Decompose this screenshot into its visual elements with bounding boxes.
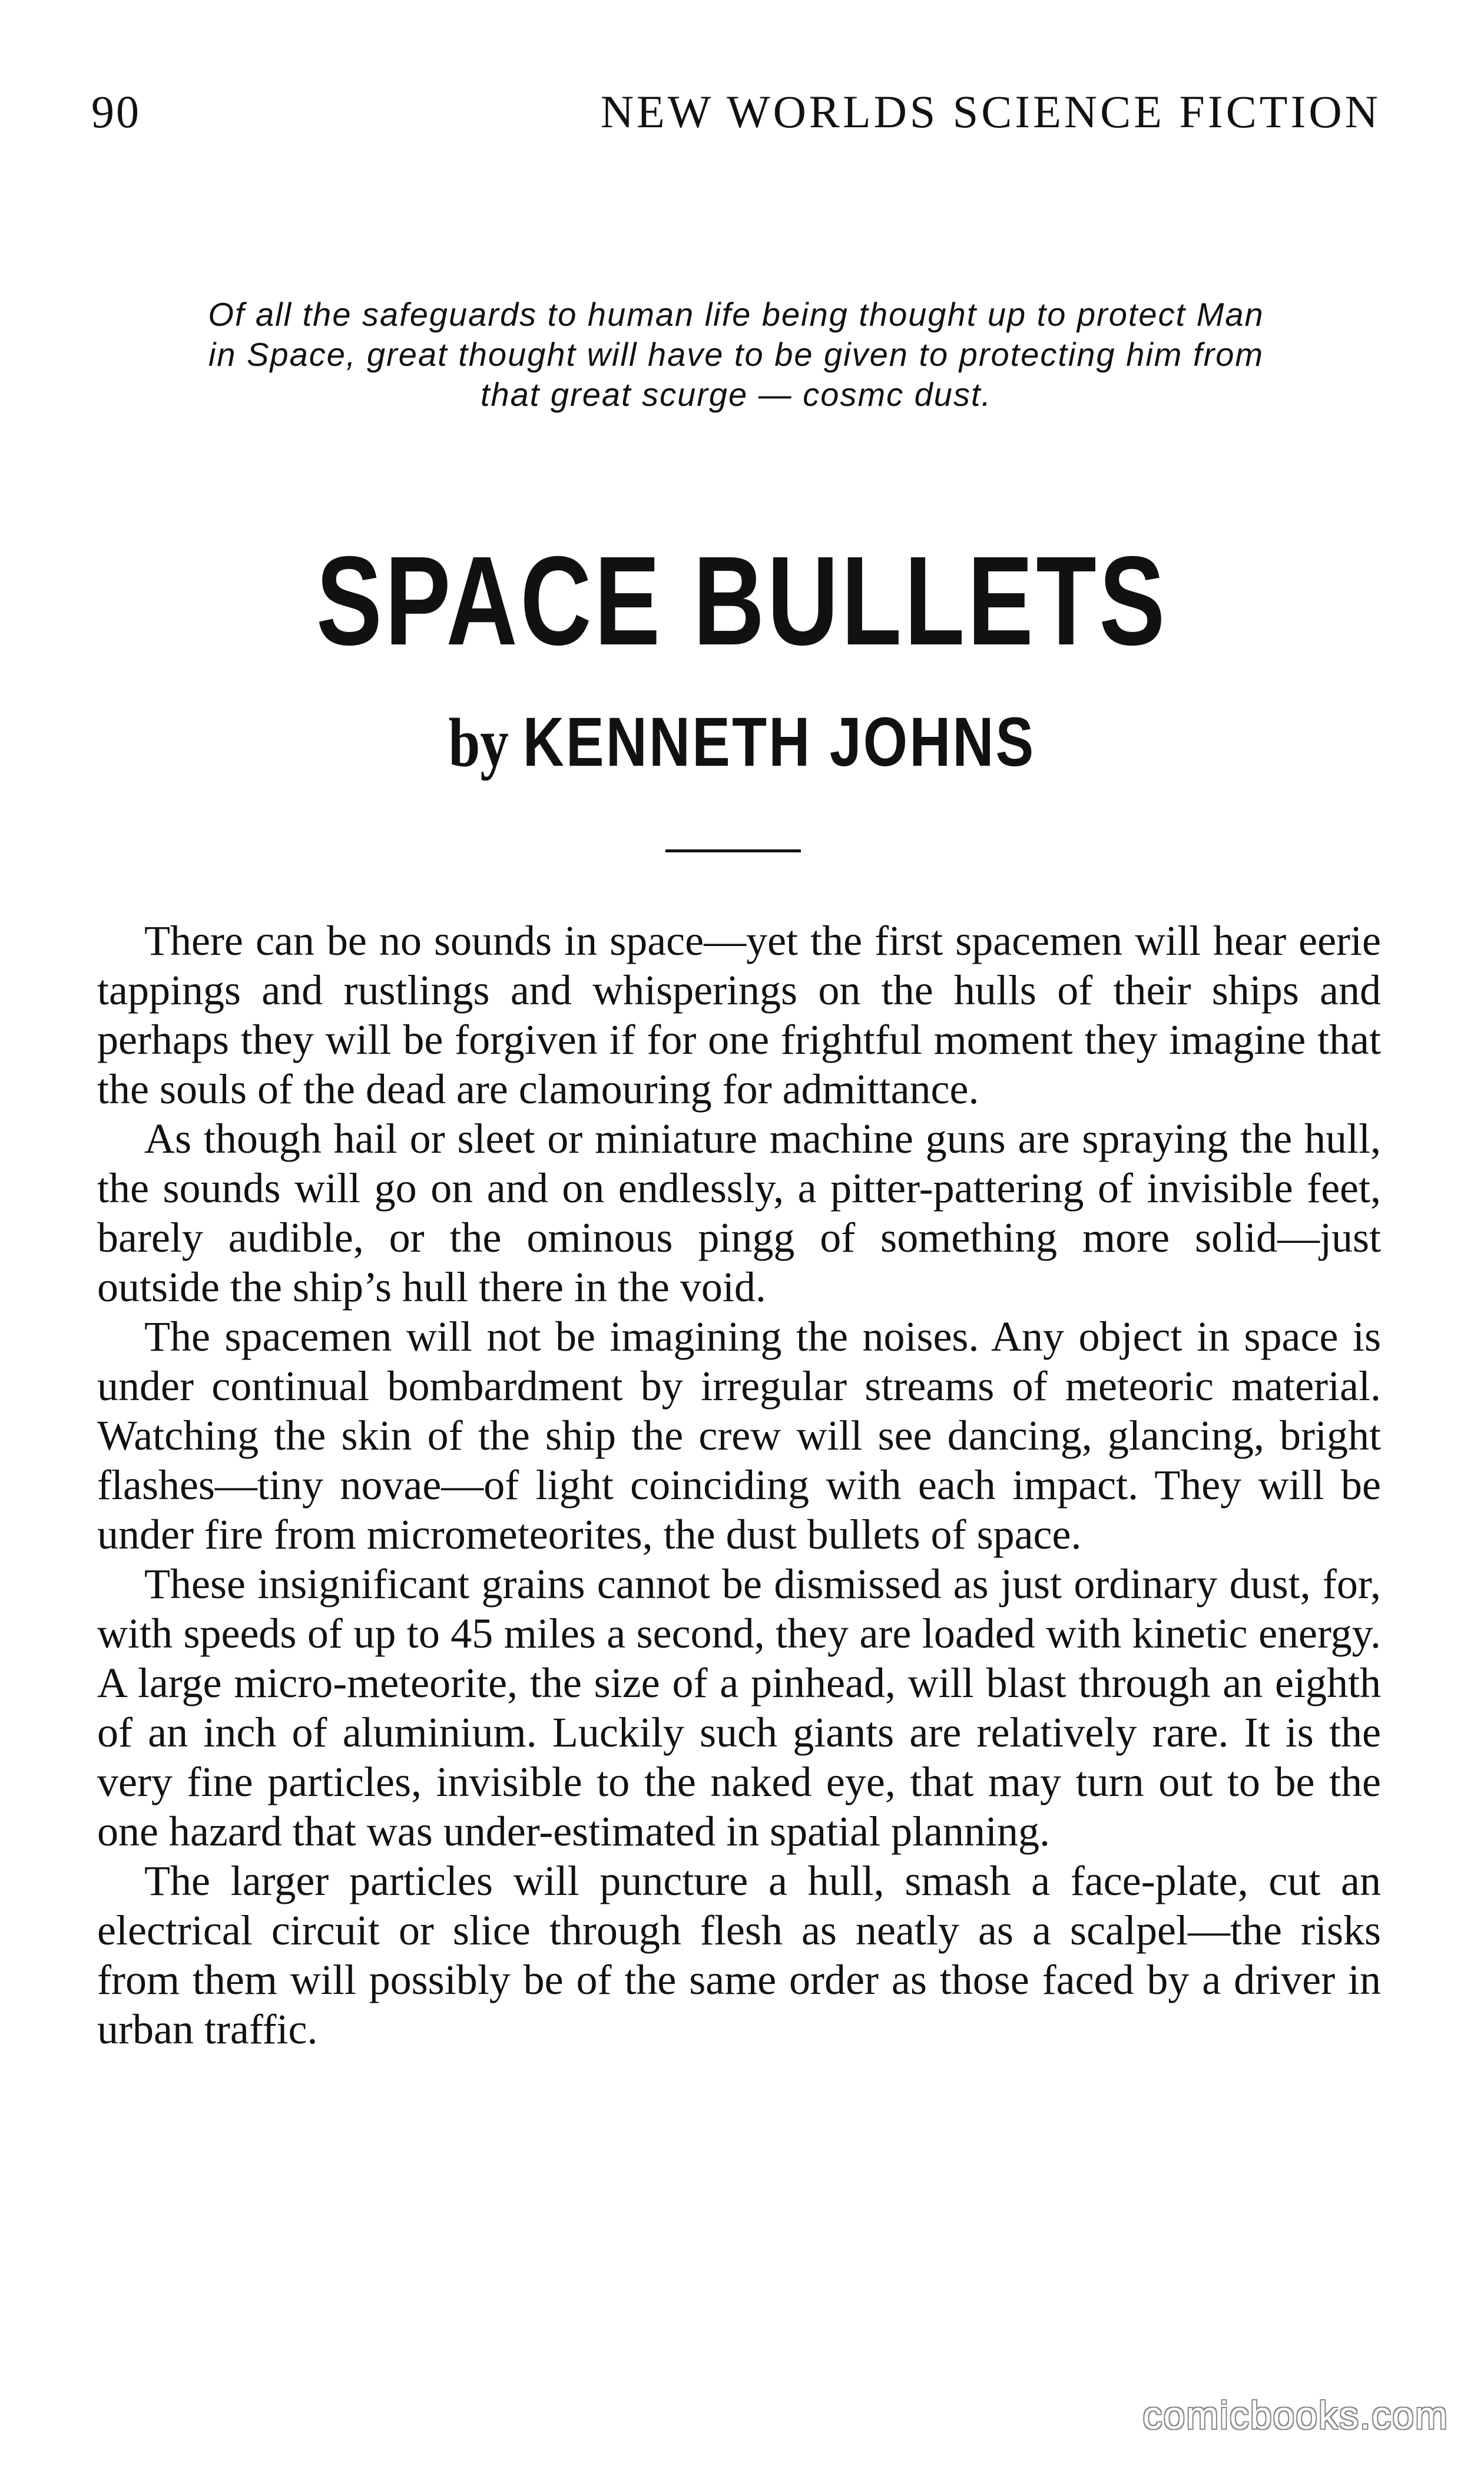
article-body [97,916,1381,2054]
byline-by: by [448,704,509,781]
author-name: KENNETH JOHNS [522,703,1036,781]
byline [134,701,1350,784]
running-head [91,82,1381,141]
magazine-title: NEW WORLDS SCIENCE FICTION [600,86,1381,137]
paragraph-3: The spacemen will not be imagining the noises. Any object in space is under continual bombardment by irregular streams of meteoric material. Watching the skin of the ship the crew will see dancing, glancing, bright flashes—tiny novae—of light coinciding with each impact. They will be under fire from micrometeorites, the dust bullets of space. [97,1313,1381,1558]
paragraph-1: There can be no sounds in space—yet the first spacemen will hear eerie tappings and rustlings and whisperings on the hulls of their ships and perhaps they will be forgiven if for one frightful moment they imagine that the souls of the dead are clamouring for admittance. [97,917,1381,1113]
paragraph-5: The larger particles will puncture a hull, smash a face-plate, cut an electrical circuit or slice through flesh as neatly as a scalpel—the risks from them will possibly be of the same order as those faced by a driver in urban traffic. [97,1857,1381,2053]
article-title: SPACE BULLETS [316,530,1168,672]
paragraph-2: As though hail or sleet or miniature machine guns are spraying the hull, the sounds will go on and on endlessly, a pitter-pattering of invisible feet, barely audible, or the ominous pingg of something more solid—just outside the ship’s hull there in the void. [97,1115,1381,1311]
watermark: comicbooks.com [1142,2393,1449,2437]
paragraph-4: These insignificant grains cannot be dismissed as just ordinary dust, for, with speeds of up to 45 miles a second, they are loaded with kinetic energy. A large micro-meteorite, the size of a pinhead, will blast through an eighth of an inch of aluminium. Luckily such giants are relatively rare. It is the very fine particles, invisible to the naked eye, that may turn out to be the one hazard that was under-estimated in spatial planning. [97,1560,1381,1855]
title-divider [665,849,801,852]
article-blurb: Of all the safeguards to human life being thought up to protect Man in Space, great thought will have to be given to protecting him from that great scurge — cosmc dust. [208,296,1264,413]
page-number: 90 [91,86,141,137]
